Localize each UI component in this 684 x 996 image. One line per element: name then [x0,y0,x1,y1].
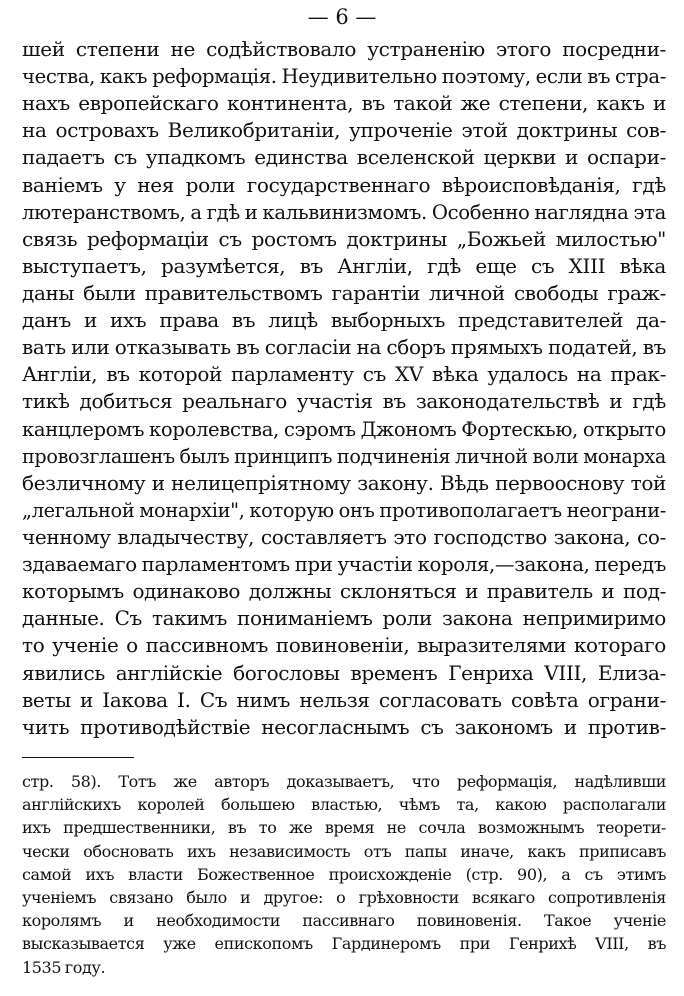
body-line: канцлеромъ королевства, сэромъ Джономъ Фортескью, открыто [22,416,666,441]
body-line: тикѣ добиться реальнаго участія въ законодательствѣ и гдѣ [22,389,666,414]
body-line: даны были правительствомъ гарантіи личной свободы граж- [22,280,666,305]
body-line: на островахъ Великобританіи, упроченіе этой доктрины сов- [22,118,666,143]
body-line: ченному владычеству, составляетъ это господство закона, со- [22,524,666,549]
body-line: данъ и ихъ права въ лицѣ выборныхъ представителей да- [22,308,666,333]
footnote-line: высказывается уже епископомъ Гардинеромъ при Генрихѣ VIII, въ [22,934,666,954]
body-line: чить противодѣйствіе несогласнымъ съ закономъ и против- [22,714,666,739]
body-line: вать или отказывать въ согласіи на сборъ прямыхъ податей, въ [22,335,666,360]
body-line: „легальной монархіи", которую онъ противополагаетъ неограни- [22,497,666,522]
body-line: нахъ европейскаго континента, въ такой же степени, какъ и [22,91,666,116]
body-line: то ученіе о пассивномъ повиновеніи, выразителями котораго [22,633,666,658]
footnote-line: ихъ предшественники, въ то же время не сочла возможнымъ теорети- [22,818,666,838]
footnote-line: самой ихъ власти Божественное происхожденіе (стр. 90), а съ этимъ [22,864,666,884]
footnote [22,770,666,979]
body-line: лютеранствомъ, а гдѣ и кальвинизмомъ. Особенно наглядна эта [22,199,666,224]
footnote-divider [22,757,134,758]
body-line: связь реформаціи съ ростомъ доктрины „Божьей милостью" [22,226,666,251]
body-line: которымъ одинаково должны склоняться и правитель и под- [22,579,666,604]
body-line: шей степени не содѣйствовало устраненію этого посредни- [22,37,666,61]
body-line: данные. Съ такимъ пониманіемъ роли закона непримиримо [22,606,666,631]
body-line: безличному и нелицепріятному закону. Вѣдь первооснову той [22,470,666,495]
body-line: падаетъ съ упадкомъ единства вселенской церкви и оспари- [22,145,666,170]
body-line: чества, какъ реформація. Неудивительно поэтому, если въ стра- [22,64,666,89]
footnote-line: королямъ и необходимости пассивнаго повиновенія. Такое ученіе [22,911,666,931]
footnote-line: чески обосновать ихъ независимость отъ папы иначе, какъ приписавъ [22,841,666,861]
body-line: веты и Іакова I. Съ нимъ нельзя согласовать совѣта ограни- [22,687,666,712]
footnote-line: англійскихъ королей большею властью, чѣмъ та, какою располагали [22,795,666,815]
footnote-line: стр. 58). Тотъ же авторъ доказываетъ, что реформація, надѣливши [22,772,666,791]
body-line: здаваемаго парламентомъ при участіи короля,—закона, передъ [22,552,666,577]
footnote-line: ученіемъ связано было и другое: о грѣховности всякаго сопротивленія [22,887,666,907]
body-text [22,36,666,741]
body-line: ваніемъ у нея роли государственнаго вѣроисповѣданія, гдѣ [22,172,666,197]
body-line: провозглашенъ былъ принципъ подчиненія личной воли монарха [22,443,666,468]
page-number: — 6 — [307,5,377,29]
footnote-line: 1535 году. [22,957,106,977]
body-line: выступаетъ, разумѣется, въ Англіи, гдѣ еще съ XIII вѣка [22,253,666,278]
body-line: Англіи, въ которой парламенту съ XV вѣка удалось на прак- [22,362,666,387]
body-line: явились англійскіе богословы временъ Генриха VIII, Елиза- [22,660,666,685]
